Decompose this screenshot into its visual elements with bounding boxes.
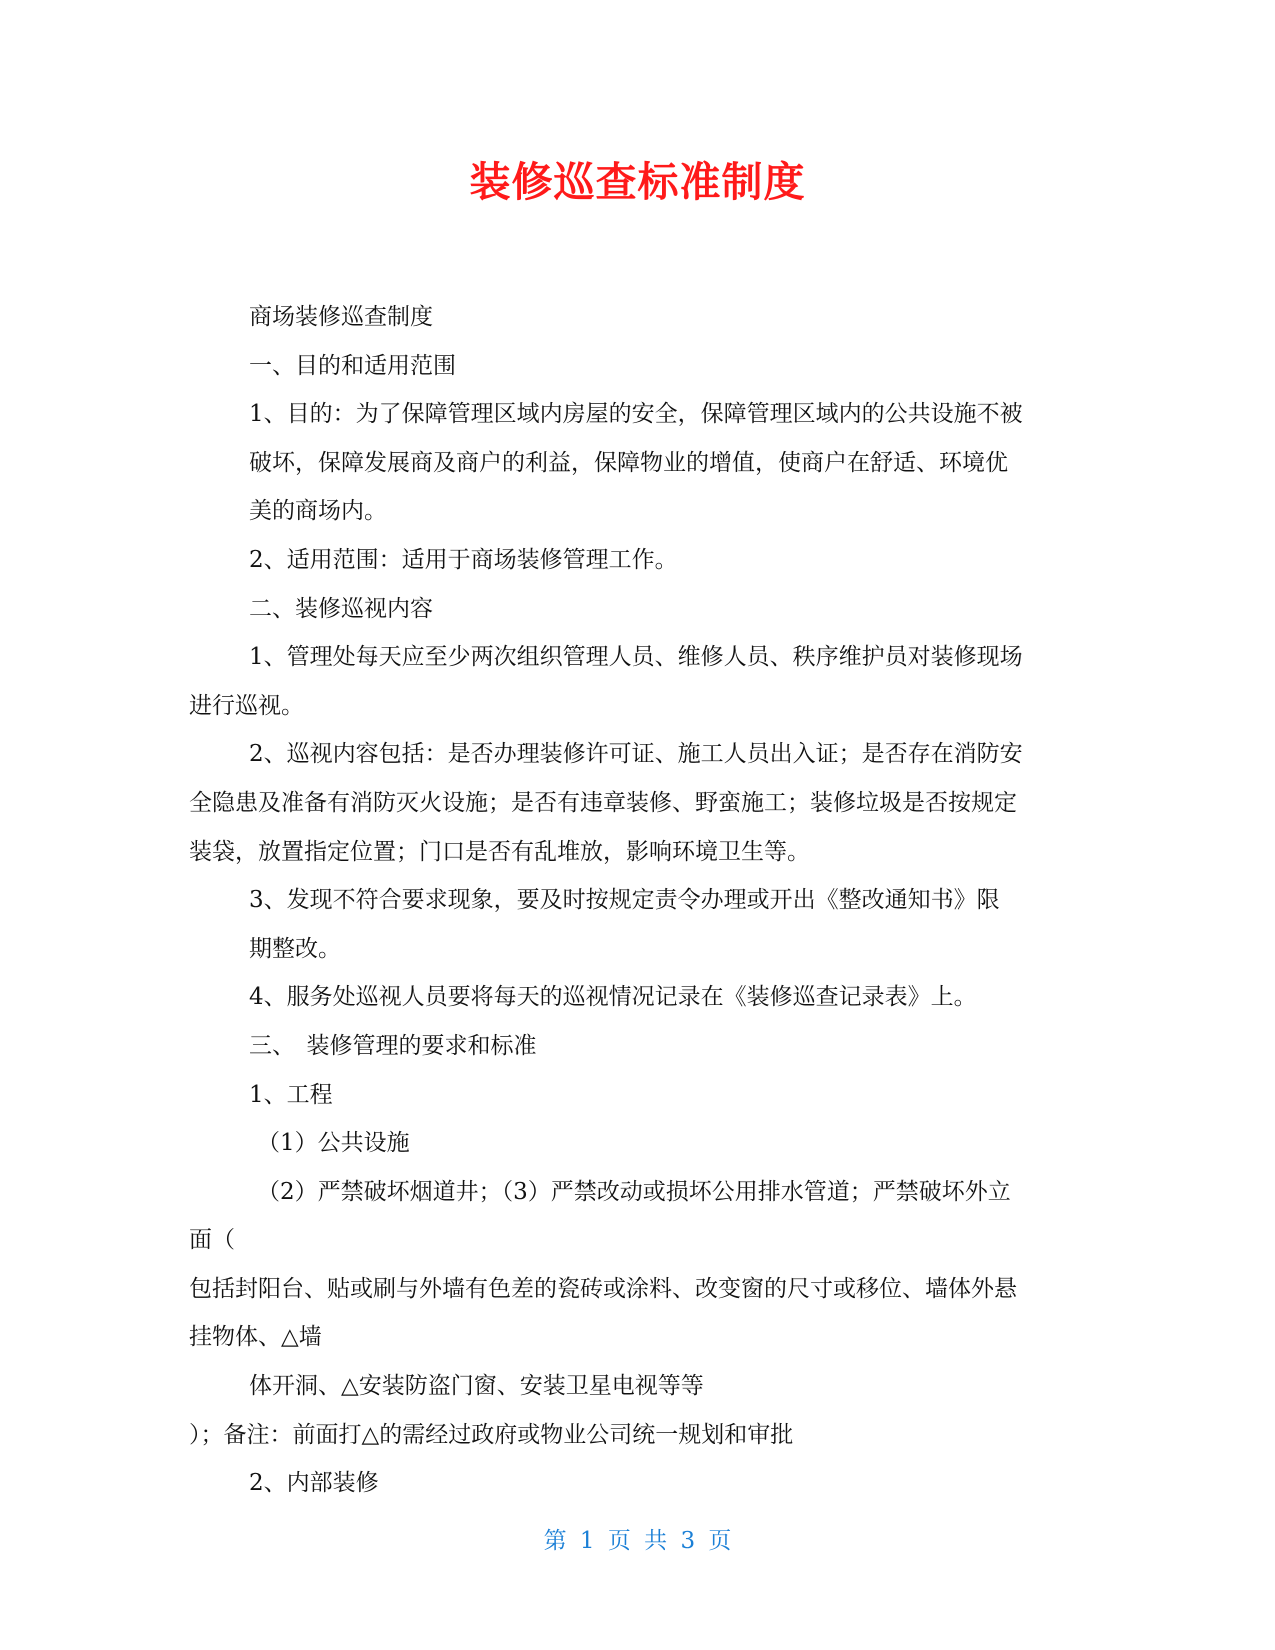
footer-page-number: 1	[579, 1528, 595, 1554]
footer-total-label: 共	[644, 1528, 668, 1554]
paragraph-line: 进行巡视。	[189, 692, 304, 719]
paragraph-line: （1）公共设施	[257, 1130, 410, 1157]
paragraph-line: ）；备注：前面打△的需经过政府或物业公司统一规划和审批	[189, 1421, 794, 1448]
footer-total-number: 3	[680, 1528, 696, 1554]
paragraph-line: 挂物体、△墙	[189, 1324, 322, 1351]
section-heading: 二、装修巡视内容	[249, 595, 433, 622]
paragraph-line: 破坏，保障发展商及商户的利益，保障物业的增值，使商户在舒适、环境优	[249, 449, 1008, 476]
footer-prefix: 第	[543, 1528, 567, 1554]
paragraph-line: 2、适用范围：适用于商场装修管理工作。	[249, 546, 678, 573]
paragraph-line: 美的商场内。	[249, 498, 387, 525]
paragraph-line: 全隐患及准备有消防灭火设施；是否有违章装修、野蛮施工；装修垃圾是否按规定	[189, 789, 1017, 816]
paragraph-line: 1、管理处每天应至少两次组织管理人员、维修人员、秩序维护员对装修现场	[249, 644, 1023, 671]
paragraph-line: 面（	[189, 1227, 235, 1254]
paragraph-line: 商场装修巡查制度	[249, 304, 433, 330]
paragraph-line: 2、巡视内容包括：是否办理装修许可证、施工人员出入证；是否存在消防安	[249, 741, 1023, 768]
paragraph-line: （2）严禁破坏烟道井；（3）严禁改动或损坏公用排水管道；严禁破坏外立	[257, 1178, 1011, 1205]
section-heading: 一、目的和适用范围	[249, 352, 456, 379]
page-footer	[0, 1530, 1275, 1553]
section-heading: 三、 装修管理的要求和标准	[249, 1032, 537, 1059]
paragraph-line: 3、发现不符合要求现象，要及时按规定责令办理或开出《整改通知书》限	[249, 887, 1000, 914]
paragraph-line: 装袋，放置指定位置；门口是否有乱堆放，影响环境卫生等。	[189, 838, 810, 865]
paragraph-line: 4、服务处巡视人员要将每天的巡视情况记录在《装修巡查记录表》上。	[249, 984, 977, 1011]
document-title: 装修巡查标准制度	[469, 158, 806, 206]
document-body	[189, 293, 1089, 1508]
footer-suffix: 页	[708, 1528, 732, 1554]
paragraph-line: 包括封阳台、贴或刷与外墙有色差的瓷砖或涂料、改变窗的尺寸或移位、墙体外悬	[189, 1275, 1017, 1302]
paragraph-line: 体开洞、△安装防盗门窗、安装卫星电视等等	[249, 1373, 704, 1400]
paragraph-line: 1、目的：为了保障管理区域内房屋的安全，保障管理区域内的公共设施不被	[249, 401, 1023, 428]
footer-page-label: 页	[607, 1528, 631, 1554]
paragraph-line: 1、工程	[249, 1081, 333, 1108]
paragraph-line: 期整改。	[249, 935, 341, 962]
paragraph-line: 2、内部装修	[249, 1470, 379, 1497]
